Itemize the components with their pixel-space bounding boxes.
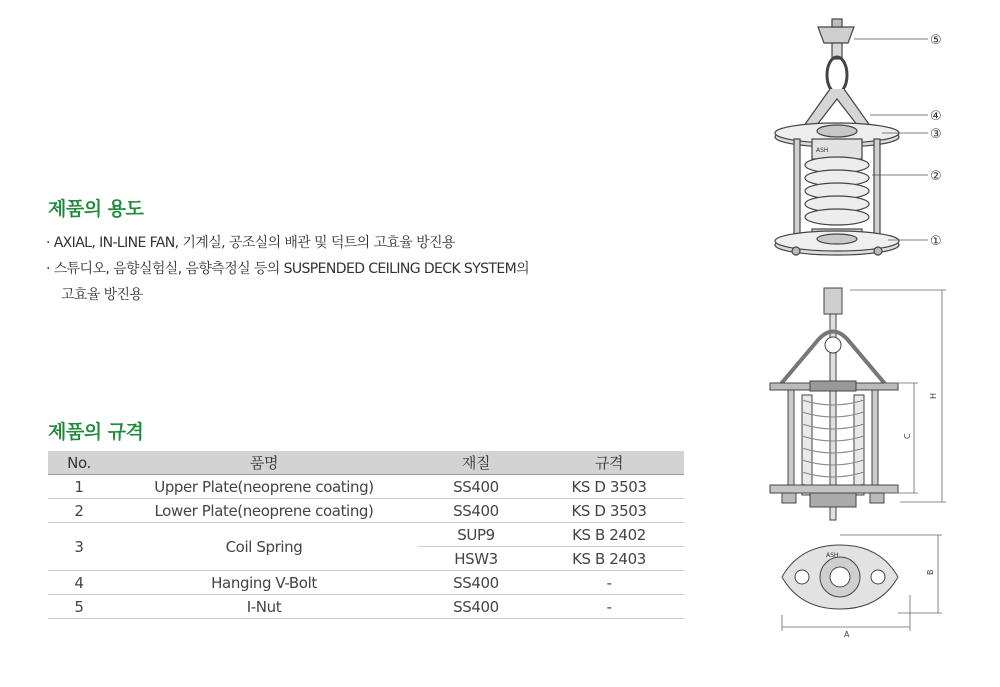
cell-material: SUP9	[418, 523, 534, 547]
plate-mark-plan: ASH	[826, 552, 839, 559]
cell-name: Hanging V-Bolt	[110, 571, 418, 595]
plan-view	[782, 545, 898, 609]
drawing-svg	[760, 15, 1000, 655]
cell-name: Coil Spring	[110, 523, 418, 571]
dim-h-label: H	[929, 392, 938, 399]
callout-2: ②	[930, 169, 942, 184]
spec-title: 제품의 규격	[48, 421, 144, 443]
plate-mark-top: ASH	[816, 147, 829, 154]
cell-name: I-Nut	[110, 595, 418, 619]
usage-title: 제품의 용도	[48, 198, 144, 220]
callout-5: ⑤	[930, 33, 942, 48]
perspective-view	[775, 19, 899, 255]
cell-name: Upper Plate(neoprene coating)	[110, 475, 418, 499]
cell-standard: -	[534, 571, 684, 595]
header-standard: 규격	[534, 451, 684, 475]
cell-no: 4	[48, 571, 110, 595]
cell-material: SS400	[418, 571, 534, 595]
cell-standard: KS B 2402	[534, 523, 684, 547]
table-row	[48, 475, 684, 499]
cell-name: Lower Plate(neoprene coating)	[110, 499, 418, 523]
table-row	[48, 499, 684, 523]
usage-item-2-line1: · 스튜디오, 음향실험실, 음향측정실 등의 SUSPENDED CEILING DECK SYSTEM의	[46, 261, 530, 277]
spec-table	[48, 451, 684, 619]
cell-no: 5	[48, 595, 110, 619]
cell-material: SS400	[418, 595, 534, 619]
cell-material: SS400	[418, 475, 534, 499]
cell-standard: -	[534, 595, 684, 619]
usage-item-2	[46, 256, 529, 308]
dim-a-label: A	[844, 630, 850, 639]
table-row	[48, 571, 684, 595]
section-view	[770, 288, 898, 520]
header-no: No.	[48, 451, 110, 475]
dim-c-label: C	[903, 433, 912, 439]
product-drawings	[760, 15, 1000, 655]
table-row	[48, 523, 684, 547]
callout-4: ④	[930, 109, 942, 124]
cell-no: 1	[48, 475, 110, 499]
cell-standard: KS D 3503	[534, 499, 684, 523]
callout-1: ①	[930, 234, 942, 249]
cell-no: 2	[48, 499, 110, 523]
cell-material: HSW3	[418, 547, 534, 571]
header-material: 재질	[418, 451, 534, 475]
usage-item-1: · AXIAL, IN-LINE FAN, 기계실, 공조실의 배관 및 덕트의 고효율 방진용	[46, 235, 455, 251]
cell-standard: KS B 2403	[534, 547, 684, 571]
cell-standard: KS D 3503	[534, 475, 684, 499]
usage-item-2-line2: 고효율 방진용	[61, 287, 143, 303]
cell-no: 3	[48, 523, 110, 571]
spec-header-row	[48, 451, 684, 475]
table-row	[48, 595, 684, 619]
cell-material: SS400	[418, 499, 534, 523]
header-name: 품명	[110, 451, 418, 475]
callout-3: ③	[930, 127, 942, 142]
usage-list	[46, 230, 529, 308]
dim-b-label: B	[926, 569, 935, 575]
